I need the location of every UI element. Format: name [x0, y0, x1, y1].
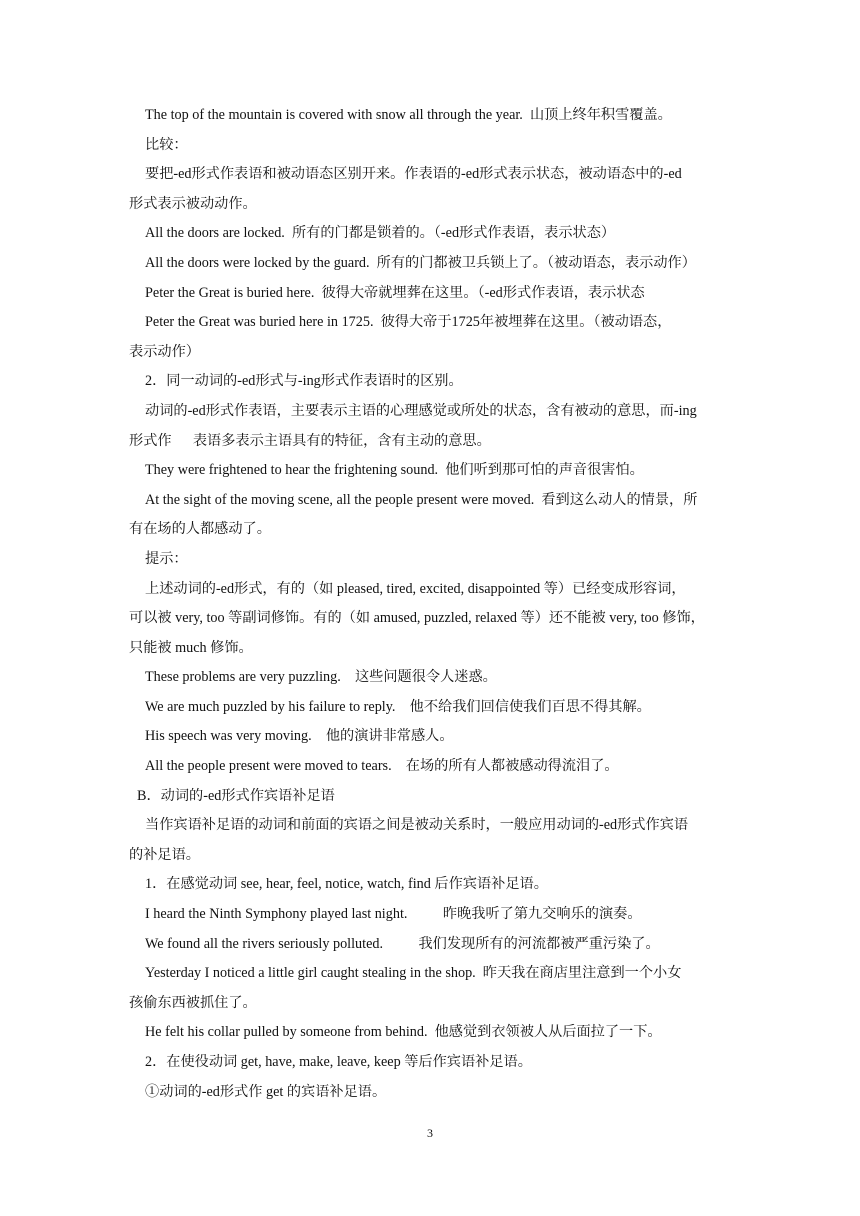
- text-line: 只能被 much 修饰。: [129, 639, 253, 656]
- document-body: [129, 101, 733, 1107]
- text-line: The top of the mountain is covered with snow all through the year. 山顶上终年积雪覆盖。: [145, 107, 672, 123]
- text-line: 比较：: [145, 136, 188, 153]
- text-line: Peter the Great was buried here in 1725. 彼得大帝于1725年被埋葬在这里。（被动语态，: [145, 314, 672, 331]
- text-line: All the doors are locked. 所有的门都是锁着的。（-ed形式作表语，表示状态）: [145, 225, 616, 242]
- text-line: 可以被 very, too 等副词修饰。有的（如 amused, puzzled, relaxed 等）还不能被 very, too 修饰，: [129, 610, 705, 627]
- text-line: These problems are very puzzling. 这些问题很令人迷惑。: [145, 669, 497, 686]
- text-line: 提示：: [145, 550, 188, 567]
- page-number: 3: [427, 1126, 433, 1140]
- text-line: 形式作 表语多表示主语具有的特征，含有主动的意思。: [129, 432, 491, 449]
- text-line: Yesterday I noticed a little girl caught stealing in the shop. 昨天我在商店里注意到一个小女: [145, 965, 682, 982]
- text-line: 表示动作）: [129, 343, 200, 360]
- text-line: 当作宾语补足语的动词和前面的宾语之间是被动关系时，一般应用动词的-ed形式作宾语: [145, 817, 689, 834]
- text-line: 2．同一动词的-ed形式与-ing形式作表语时的区别。: [145, 373, 463, 390]
- text-line: All the people present were moved to tears. 在场的所有人都被感动得流泪了。: [145, 758, 619, 775]
- text-line: 要把-ed形式作表语和被动语态区别开来。作表语的-ed形式表示状态，被动语态中的-ed: [145, 166, 682, 183]
- text-line: 上述动词的-ed形式，有的（如 pleased, tired, excited, disappointed 等）已经变成形容词，: [145, 580, 686, 597]
- text-line: Peter the Great is buried here. 彼得大帝就埋葬在这里。（-ed形式作表语，表示状态: [145, 284, 645, 301]
- text-line: 动词的-ed形式作表语，主要表示主语的心理感觉或所处的状态，含有被动的意思，而-ing: [145, 402, 697, 419]
- text-line: 有在场的人都感动了。: [129, 521, 271, 538]
- text-line: All the doors were locked by the guard. 所有的门都被卫兵锁上了。（被动语态，表示动作）: [145, 254, 696, 271]
- text-line: His speech was very moving. 他的演讲非常感人。: [145, 728, 454, 745]
- text-line: 形式表示被动动作。: [129, 195, 257, 212]
- text-line: We found all the rivers seriously polluted. 我们发现所有的河流都被严重污染了。: [145, 935, 660, 952]
- text-line: They were frightened to hear the frightening sound. 他们听到那可怕的声音很害怕。: [145, 462, 644, 479]
- text-line: 的补足语。: [129, 846, 200, 863]
- text-line: B．动词的-ed形式作宾语补足语: [137, 787, 335, 804]
- text-line: We are much puzzled by his failure to reply. 他不给我们回信使我们百思不得其解。: [145, 698, 651, 715]
- text-line: I heard the Ninth Symphony played last night. 昨晚我听了第九交响乐的演奏。: [145, 906, 642, 923]
- text-line: ①动词的-ed形式作 get 的宾语补足语。: [145, 1083, 387, 1100]
- text-line: 1．在感觉动词 see, hear, feel, notice, watch, find 后作宾语补足语。: [145, 876, 548, 893]
- text-line: 2．在使役动词 get, have, make, leave, keep 等后作宾语补足语。: [145, 1054, 532, 1070]
- text-line: 孩偷东西被抓住了。: [129, 994, 257, 1011]
- text-line: At the sight of the moving scene, all the people present were moved. 看到这么动人的情景，所: [145, 491, 698, 508]
- text-line: He felt his collar pulled by someone from behind. 他感觉到衣领被人从后面拉了一下。: [145, 1024, 662, 1041]
